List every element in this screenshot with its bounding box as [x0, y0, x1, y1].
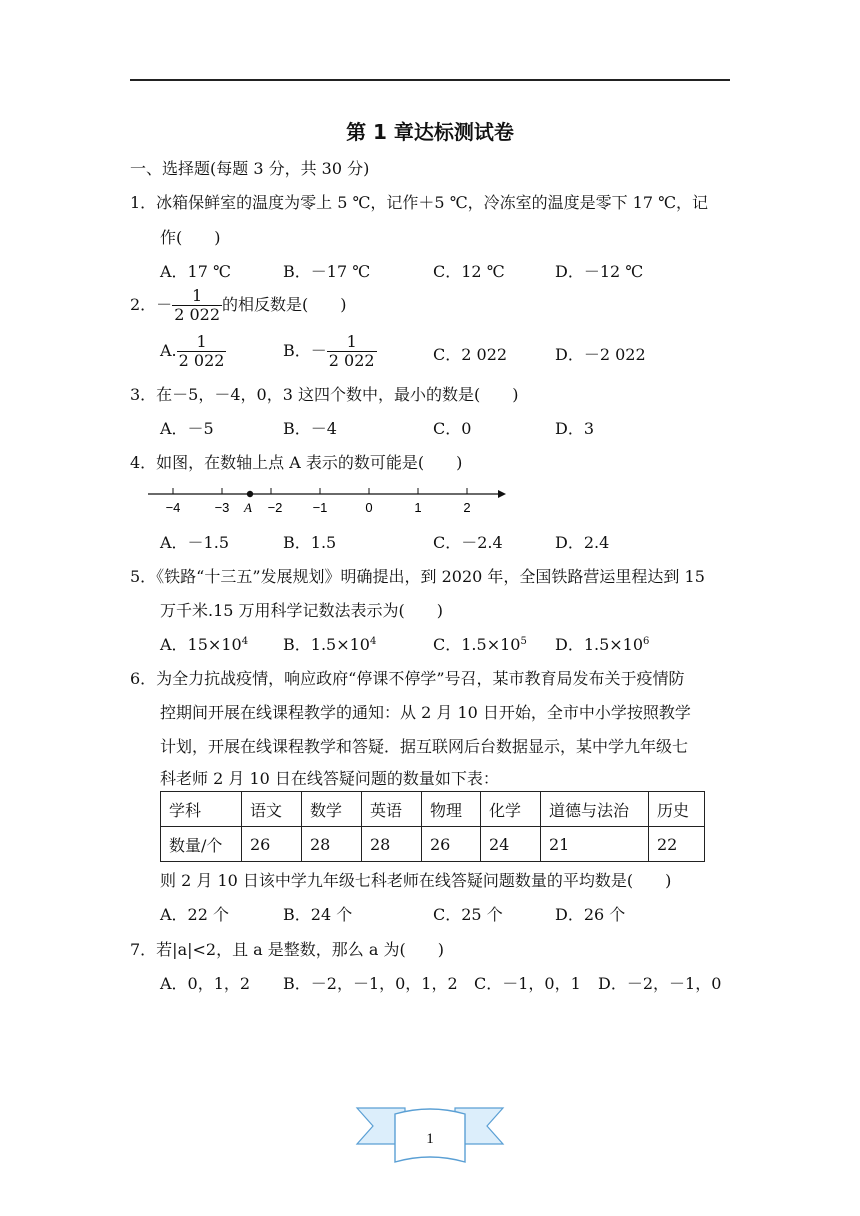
q5-option-b: B．$1.5\times 10^4$: [283, 635, 377, 654]
axis-tick-label: 1: [414, 500, 422, 515]
q3-option-c: C．0: [433, 419, 472, 438]
axis-tick-label: −1: [312, 500, 328, 515]
table-row: [161, 827, 705, 862]
question-6-line-2: 控期间开展在线课程教学的通知：从 2 月 10 日开始，全市中小学按照教学: [160, 703, 691, 722]
question-4: 4．如图，在数轴上点 A 表示的数可能是( ): [130, 453, 463, 472]
question-1-line-2: 作( ): [160, 228, 221, 247]
q5-option-a: A．$15\times 10^4$: [160, 635, 249, 654]
q2-fraction: $\frac{1}{2 022}$: [174, 286, 220, 324]
question-5-line-1: 5．《铁路“十三五”发展规划》明确提出，到 2020 年，全国铁路营运里程达到 15: [130, 567, 705, 586]
q3-option-b: B．－4: [283, 419, 337, 438]
q4-option-c: C．－2.4: [433, 533, 503, 552]
question-5-line-2: 万千米.15 万用科学记数法表示为( ): [160, 601, 444, 620]
q2-option-b: B．－ $\frac{1}{2 022}$: [283, 332, 375, 370]
q2-option-d: D．－2 022: [555, 345, 646, 364]
table-cell: 22: [649, 827, 705, 862]
q5-option-c: C．$1.5\times 10^5$: [433, 635, 527, 654]
q3-option-d: D．3: [555, 419, 595, 438]
q1-option-a: A．17 ℃: [160, 262, 231, 281]
table-cell: 数学: [302, 792, 362, 827]
table-cell: 26: [422, 827, 481, 862]
question-3: 3．在－5，－4，0，3 这四个数中，最小的数是( ): [130, 385, 519, 404]
table-cell: 学科: [161, 792, 242, 827]
q1-option-c: C．12 ℃: [433, 262, 505, 281]
question-7: 7．若|a|<2，且 a 是整数，那么 a 为( ): [130, 940, 444, 959]
q6-option-c: C．25 个: [433, 905, 503, 924]
point-a-dot: [247, 491, 253, 497]
table-cell: 26: [242, 827, 302, 862]
axis-tick-label: −2: [267, 500, 283, 515]
q1-option-b: B．－17 ℃: [283, 262, 371, 281]
q6-option-a: A．22 个: [160, 905, 230, 924]
axis-tick-label: −3: [214, 500, 230, 515]
question-2: [130, 287, 347, 324]
table-cell: 28: [362, 827, 422, 862]
section-heading: 一、选择题(每题 3 分，共 30 分): [130, 159, 370, 178]
question-6-line-3: 计划，开展在线课程教学和答疑．据互联网后台数据显示，某中学九年级七: [160, 737, 689, 756]
question-6-line-4: 科老师 2 月 10 日在线答疑问题的数量如下表：: [160, 769, 499, 788]
question-1-line-1: 1．冰箱保鲜室的温度为零上 5 ℃，记作＋5 ℃，冷冻室的温度是零下 17 ℃，记: [130, 193, 709, 212]
point-a-label: A: [244, 500, 252, 515]
question-6-line-5: 则 2 月 10 日该中学九年级七科老师在线答疑问题数量的平均数是( ): [160, 871, 672, 890]
q4-option-d: D．2.4: [555, 533, 610, 552]
table-cell: 历史: [649, 792, 705, 827]
q2-option-c: C．2 022: [433, 345, 508, 364]
table-cell: 21: [541, 827, 649, 862]
q1-option-d: D．－12 ℃: [555, 262, 644, 281]
table-cell: 英语: [362, 792, 422, 827]
axis-tick-label: −4: [165, 500, 181, 515]
q3-option-a: A．－5: [160, 419, 214, 438]
q5-option-d: D．$1.5\times 10^6$: [555, 635, 650, 654]
table-cell: 物理: [422, 792, 481, 827]
data-table: [160, 791, 705, 862]
q7-option-d: D．－2，－1，0: [598, 974, 722, 993]
q7-option-b: B．－2，－1，0，1，2: [283, 974, 458, 993]
q7-option-a: A．0，1，2: [160, 974, 251, 993]
q4-option-b: B．1.5: [283, 533, 337, 552]
header-rule: [130, 79, 730, 81]
table-cell: 语文: [242, 792, 302, 827]
table-header-row: [161, 792, 705, 827]
page-number-ribbon: [355, 1104, 505, 1168]
q7-option-c: C．－1，0，1: [474, 974, 581, 993]
page-number: 1: [426, 1131, 434, 1147]
page-title: 第 1 章达标测试卷: [346, 120, 514, 144]
q6-option-b: B．24 个: [283, 905, 353, 924]
table-cell: 化学: [481, 792, 541, 827]
q2-suffix: 的相反数是( ): [222, 295, 347, 314]
arrow-icon: [498, 490, 506, 498]
q2-prefix: 2．－: [130, 295, 173, 314]
table-cell: 道德与法治: [541, 792, 649, 827]
table-cell: 28: [302, 827, 362, 862]
q6-option-d: D．26 个: [555, 905, 626, 924]
axis-tick-label: 0: [365, 500, 373, 515]
q4-option-a: A．－1.5: [160, 533, 230, 552]
axis-tick-label: 2: [463, 500, 471, 515]
table-cell: 24: [481, 827, 541, 862]
table-cell: 数量/个: [161, 827, 242, 862]
question-6-line-1: 6．为全力抗战疫情，响应政府“停课不停学”号召，某市教育局发布关于疫情防: [130, 669, 685, 688]
number-line: [140, 482, 520, 518]
q2-option-a: A. $\frac{1}{2 022}$: [160, 332, 225, 370]
